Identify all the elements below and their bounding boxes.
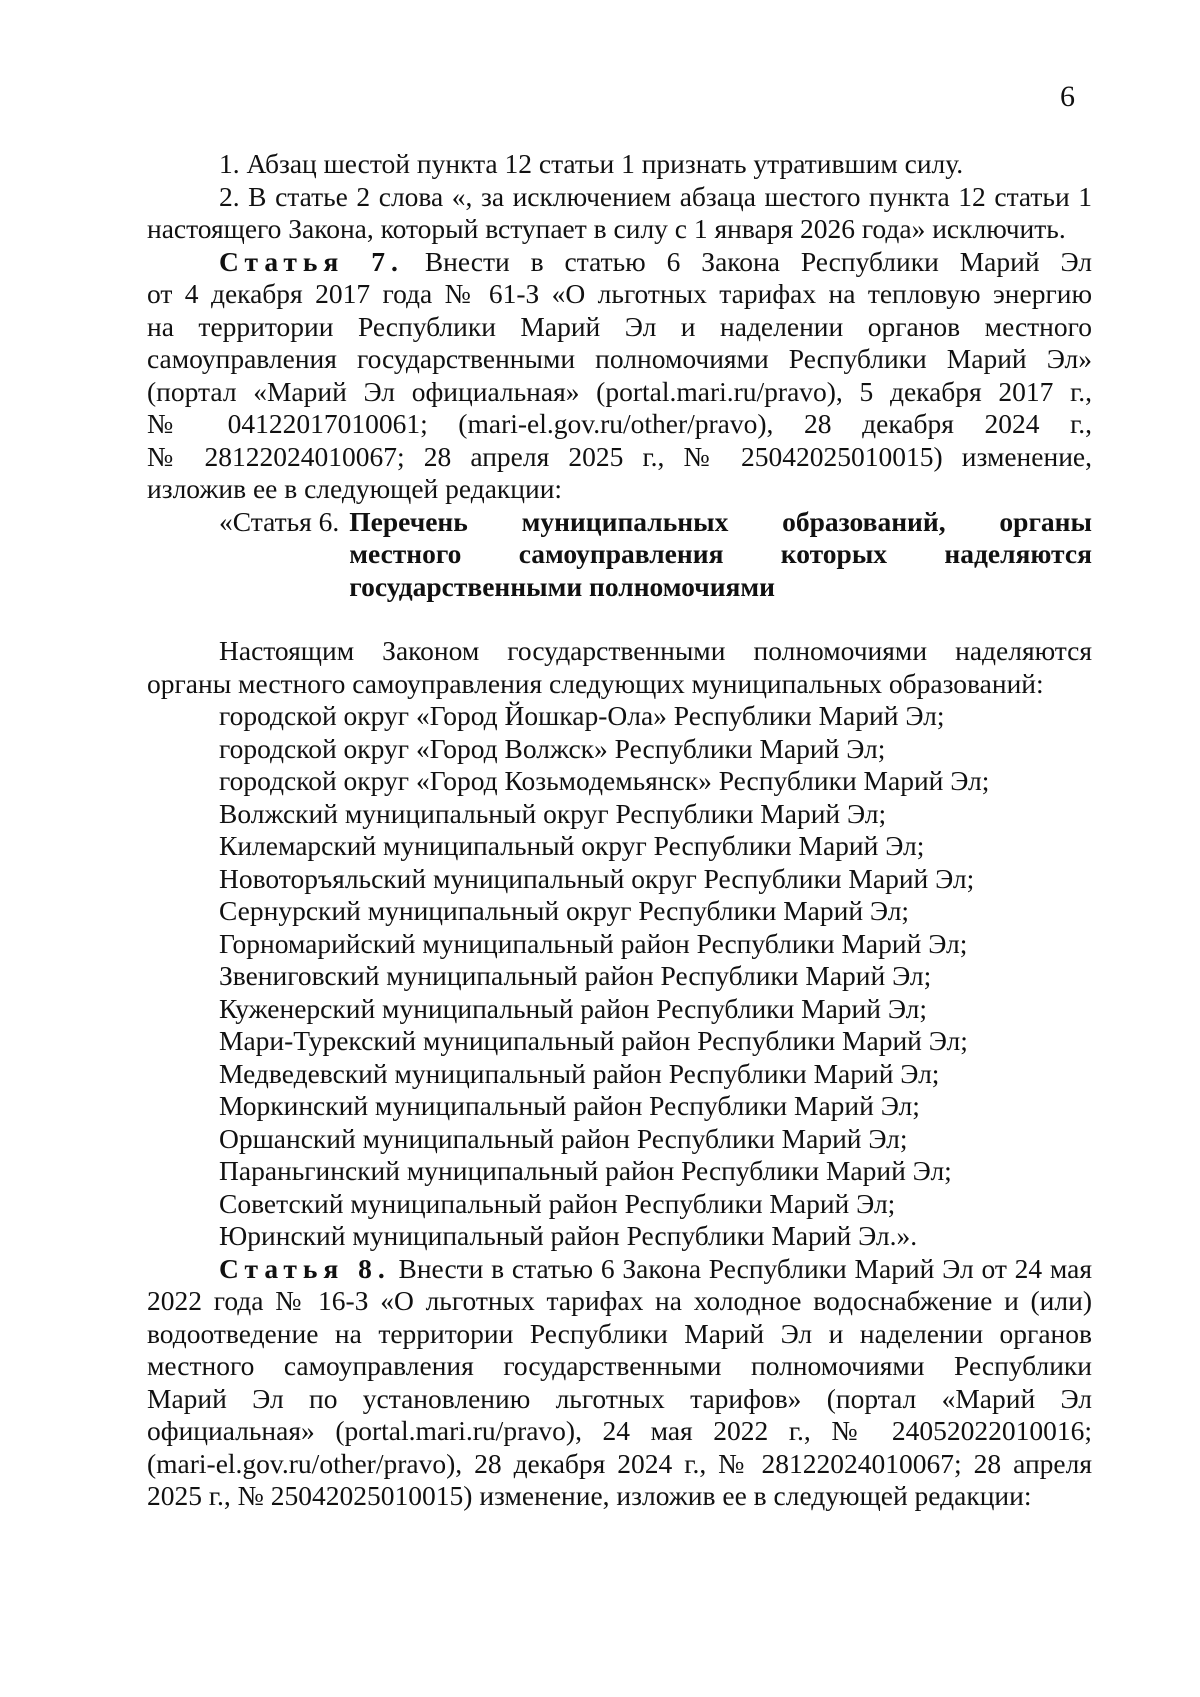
heading-title-line: Перечень муниципальных образований, органы xyxy=(349,505,1092,537)
article-8 xyxy=(147,1253,1092,1513)
heading-title-line: местного самоуправления которых наделяются xyxy=(349,538,1092,569)
paragraph-2-line: настоящего Закона, который вступает в силу с 1 января 2026 года» исключить. xyxy=(147,213,1066,244)
list-item: Звениговский муниципальный район Республики Марий Эл; xyxy=(219,960,932,991)
list-item: Сернурский муниципальный округ Республики Марий Эл; xyxy=(219,895,910,926)
article-8-line: официальная» (portal.mari.ru/pravo), 24 мая 2022 г., № 24052022010016; xyxy=(147,1415,1092,1446)
list-item: Килемарский муниципальный округ Республики Марий Эл; xyxy=(219,830,925,861)
list-item: Новоторъяльский муниципальный округ Республики Марий Эл; xyxy=(219,862,975,894)
article-6-heading xyxy=(147,506,1092,604)
page-number: 6 xyxy=(1060,80,1075,113)
article-7 xyxy=(147,246,1092,506)
municipality-list xyxy=(147,700,1092,1253)
list-item: городской округ «Город Козьмодемьянск» Республики Марий Эл; xyxy=(219,765,990,796)
intro-line: Настоящим Законом государственными полномочиями наделяются xyxy=(219,635,1092,666)
list-item: Моркинский муниципальный район Республики Марий Эл; xyxy=(219,1090,920,1121)
paragraph-2-line: 2. В статье 2 слова «, за исключением абзаца шестого пункта 12 статьи 1 xyxy=(219,180,1092,212)
document-body xyxy=(147,148,1092,1513)
article-7-line: № 04122017010061; (mari-el.gov.ru/other/pravo), 28 декабря 2024 г., xyxy=(147,408,1092,439)
intro-paragraph xyxy=(147,635,1092,700)
article-7-line: Статья 7. Внести в статью 6 Закона Республики Марий Эл xyxy=(219,245,1093,277)
article-8-line: Статья 8. Внести в статью 6 Закона Республики Марий Эл от 24 мая xyxy=(219,1252,1092,1284)
list-item: Параньгинский муниципальный район Республики Марий Эл; xyxy=(219,1155,952,1186)
article-7-line: № 28122024010067; 28 апреля 2025 г., № 25042025010015) изменение, xyxy=(147,440,1092,472)
article-8-label: Статья 8. xyxy=(219,1252,391,1284)
intro-line: органы местного самоуправления следующих муниципальных образований: xyxy=(147,667,1044,699)
list-item: Куженерский муниципальный район Республики Марий Эл; xyxy=(219,992,928,1024)
list-item: Медведевский муниципальный район Республики Марий Эл; xyxy=(219,1057,940,1089)
article-8-line: 2025 г., № 25042025010015) изменение, изложив ее в следующей редакции: xyxy=(147,1480,1032,1511)
heading-title-line: государственными полномочиями xyxy=(349,570,775,602)
list-item: Юринский муниципальный район Республики Марий Эл.». xyxy=(219,1220,918,1251)
article-7-line: (портал «Марий Эл официальная» (portal.mari.ru/pravo), 5 декабря 2017 г., xyxy=(147,375,1092,407)
list-item: Оршанский муниципальный район Республики Марий Эл; xyxy=(219,1122,908,1154)
list-item: Мари-Турекский муниципальный район Республики Марий Эл; xyxy=(219,1025,968,1056)
article-8-line: 2022 года № 16-З «О льготных тарифах на холодное водоснабжение и (или) xyxy=(147,1285,1092,1316)
list-item: Советский муниципальный район Республики Марий Эл; xyxy=(219,1187,896,1219)
article-7-label: Статья 7. xyxy=(219,245,404,277)
list-item: городской округ «Город Волжск» Республики Марий Эл; xyxy=(219,732,886,764)
article-8-line: местного самоуправления государственными полномочиями Республики xyxy=(147,1350,1092,1381)
article-7-line: изложив ее в следующей редакции: xyxy=(147,473,563,504)
list-item: городской округ «Город Йошкар-Ола» Республики Марий Эл; xyxy=(219,700,945,731)
article-8-line: Марий Эл по установлению льготных тарифов» (портал «Марий Эл xyxy=(147,1382,1092,1414)
article-7-line: на территории Республики Марий Эл и наделении органов местного xyxy=(147,310,1092,342)
article-8-line: (mari-el.gov.ru/other/pravo), 28 декабря 2024 г., № 28122024010067; 28 апреля xyxy=(147,1447,1092,1479)
paragraph-2 xyxy=(147,181,1092,246)
paragraph-1: 1. Абзац шестой пункта 12 статьи 1 признать утратившим силу. xyxy=(219,148,964,179)
article-7-line: самоуправления государственными полномочиями Республики Марий Эл» xyxy=(147,343,1092,374)
heading-title xyxy=(339,506,1092,604)
article-7-line: от 4 декабря 2017 года № 61-З «О льготных тарифах на тепловую энергию xyxy=(147,278,1092,309)
heading-prefix: «Статья 6. xyxy=(219,505,340,537)
spacer xyxy=(147,603,1092,635)
list-item: Волжский муниципальный округ Республики Марий Эл; xyxy=(219,797,887,829)
list-item: Горномарийский муниципальный район Республики Марий Эл; xyxy=(219,927,968,959)
article-8-line: водоотведение на территории Республики Марий Эл и наделении органов xyxy=(147,1317,1092,1349)
